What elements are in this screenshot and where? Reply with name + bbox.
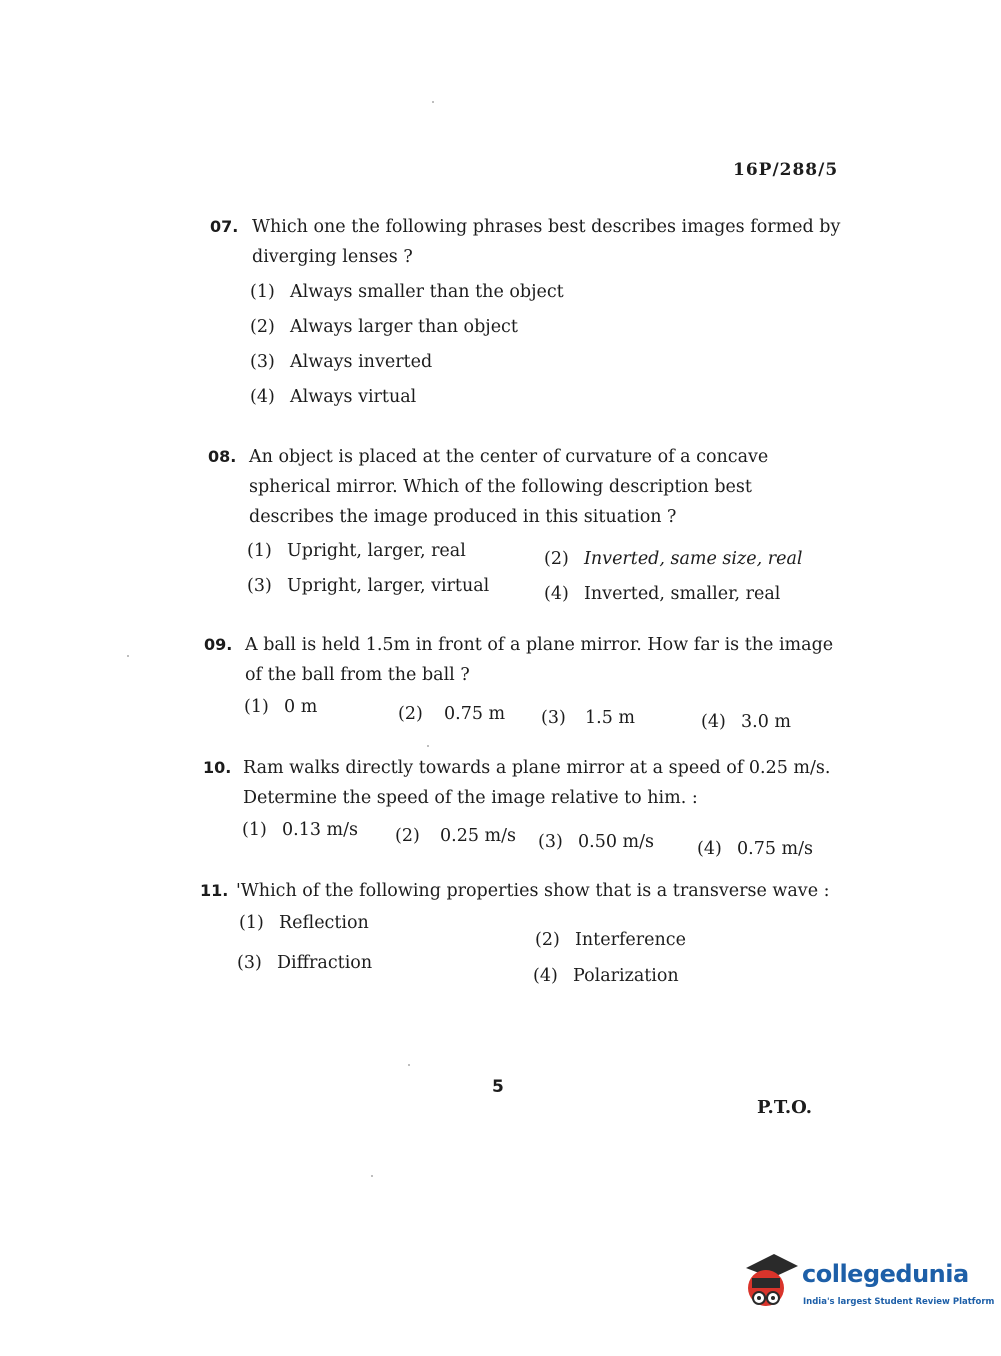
scan-speck bbox=[371, 1175, 373, 1177]
option-number: (1) bbox=[242, 820, 267, 840]
option-number: (3) bbox=[250, 352, 275, 372]
option-text: Upright, larger, real bbox=[287, 541, 466, 561]
question-09 bbox=[204, 630, 844, 690]
option bbox=[250, 387, 416, 407]
option-number: (4) bbox=[697, 839, 722, 859]
option-text: Always larger than object bbox=[290, 317, 518, 337]
option-text: 0.50 m/s bbox=[578, 832, 654, 852]
option bbox=[398, 704, 505, 724]
option bbox=[395, 826, 516, 846]
collegedunia-logo bbox=[742, 1250, 995, 1320]
option-text: Always smaller than the object bbox=[290, 282, 564, 302]
scan-speck bbox=[432, 101, 434, 103]
mascot-icon bbox=[742, 1250, 800, 1320]
option bbox=[244, 697, 317, 717]
option-number: (3) bbox=[541, 708, 566, 728]
option-text: Polarization bbox=[573, 966, 679, 986]
question-text: A ball is held 1.5m in front of a plane mirror. How far is the image of the ball from the ball ? bbox=[245, 635, 834, 685]
option-text: Interference bbox=[575, 930, 686, 950]
option bbox=[247, 576, 489, 596]
question-10 bbox=[203, 753, 843, 813]
option-number: (2) bbox=[395, 826, 420, 846]
option-number: (4) bbox=[533, 966, 558, 986]
option-text: Always inverted bbox=[290, 352, 433, 372]
scan-speck bbox=[427, 745, 429, 747]
option-text: 0.75 m bbox=[444, 704, 506, 724]
option bbox=[250, 352, 432, 372]
option bbox=[544, 584, 780, 604]
option-text: Always virtual bbox=[290, 387, 417, 407]
question-number: 07. bbox=[210, 217, 239, 236]
option-text: 0.25 m/s bbox=[440, 826, 516, 846]
option-number: (3) bbox=[237, 953, 262, 973]
option bbox=[247, 541, 466, 561]
logo-wordmark: collegedunia bbox=[802, 1260, 969, 1288]
question-number: 08. bbox=[208, 447, 237, 466]
option bbox=[250, 282, 564, 302]
option-number: (3) bbox=[247, 576, 272, 596]
question-number: 10. bbox=[203, 758, 232, 777]
option bbox=[535, 930, 686, 950]
option bbox=[538, 832, 654, 852]
question-text: 'Which of the following properties show that is a transverse wave : bbox=[236, 881, 830, 901]
question-08 bbox=[208, 442, 848, 532]
question-text: Ram walks directly towards a plane mirror at a speed of 0.25 m/s. Determine the speed of the image relative to him. : bbox=[243, 758, 831, 808]
option-text: 0.13 m/s bbox=[282, 820, 358, 840]
option-text: Inverted, smaller, real bbox=[584, 584, 781, 604]
option-text: 1.5 m bbox=[585, 708, 635, 728]
option-text: 3.0 m bbox=[741, 712, 791, 732]
option-number: (1) bbox=[247, 541, 272, 561]
question-07 bbox=[210, 212, 850, 272]
option-number: (4) bbox=[544, 584, 569, 604]
question-number: 11. bbox=[200, 881, 229, 900]
option-number: (4) bbox=[250, 387, 275, 407]
question-number: 09. bbox=[204, 635, 233, 654]
pto-label: P.T.O. bbox=[757, 1097, 813, 1118]
option-number: (2) bbox=[544, 549, 569, 569]
option bbox=[242, 820, 358, 840]
scan-speck bbox=[127, 655, 129, 657]
option-text: 0.75 m/s bbox=[737, 839, 813, 859]
option-text: Upright, larger, virtual bbox=[287, 576, 490, 596]
option-number: (1) bbox=[239, 913, 264, 933]
option-text: Inverted, same size, real bbox=[584, 549, 803, 569]
question-text: Which one the following phrases best describes images formed by diverging lenses ? bbox=[252, 217, 841, 267]
paper-code: 16P/288/5 bbox=[733, 160, 839, 180]
option bbox=[541, 708, 635, 728]
option bbox=[250, 317, 518, 337]
option-text: Reflection bbox=[279, 913, 369, 933]
option bbox=[701, 712, 791, 732]
page-number: 5 bbox=[492, 1077, 504, 1097]
scan-speck bbox=[408, 1064, 410, 1066]
option-number: (2) bbox=[398, 704, 423, 724]
option-number: (2) bbox=[535, 930, 560, 950]
option-text: 0 m bbox=[284, 697, 318, 717]
option-text: Diffraction bbox=[277, 953, 373, 973]
question-text: An object is placed at the center of curvature of a concave spherical mirror. Which of the following description best describes the image produced in this situation ? bbox=[249, 447, 769, 527]
option-number: (2) bbox=[250, 317, 275, 337]
logo-tagline: India's largest Student Review Platform bbox=[803, 1297, 995, 1307]
option-number: (3) bbox=[538, 832, 563, 852]
option-number: (1) bbox=[250, 282, 275, 302]
option bbox=[544, 549, 802, 569]
question-11 bbox=[200, 876, 840, 908]
option bbox=[239, 913, 369, 933]
option bbox=[533, 966, 679, 986]
option bbox=[237, 953, 372, 973]
option-number: (4) bbox=[701, 712, 726, 732]
option bbox=[697, 839, 813, 859]
option-number: (1) bbox=[244, 697, 269, 717]
